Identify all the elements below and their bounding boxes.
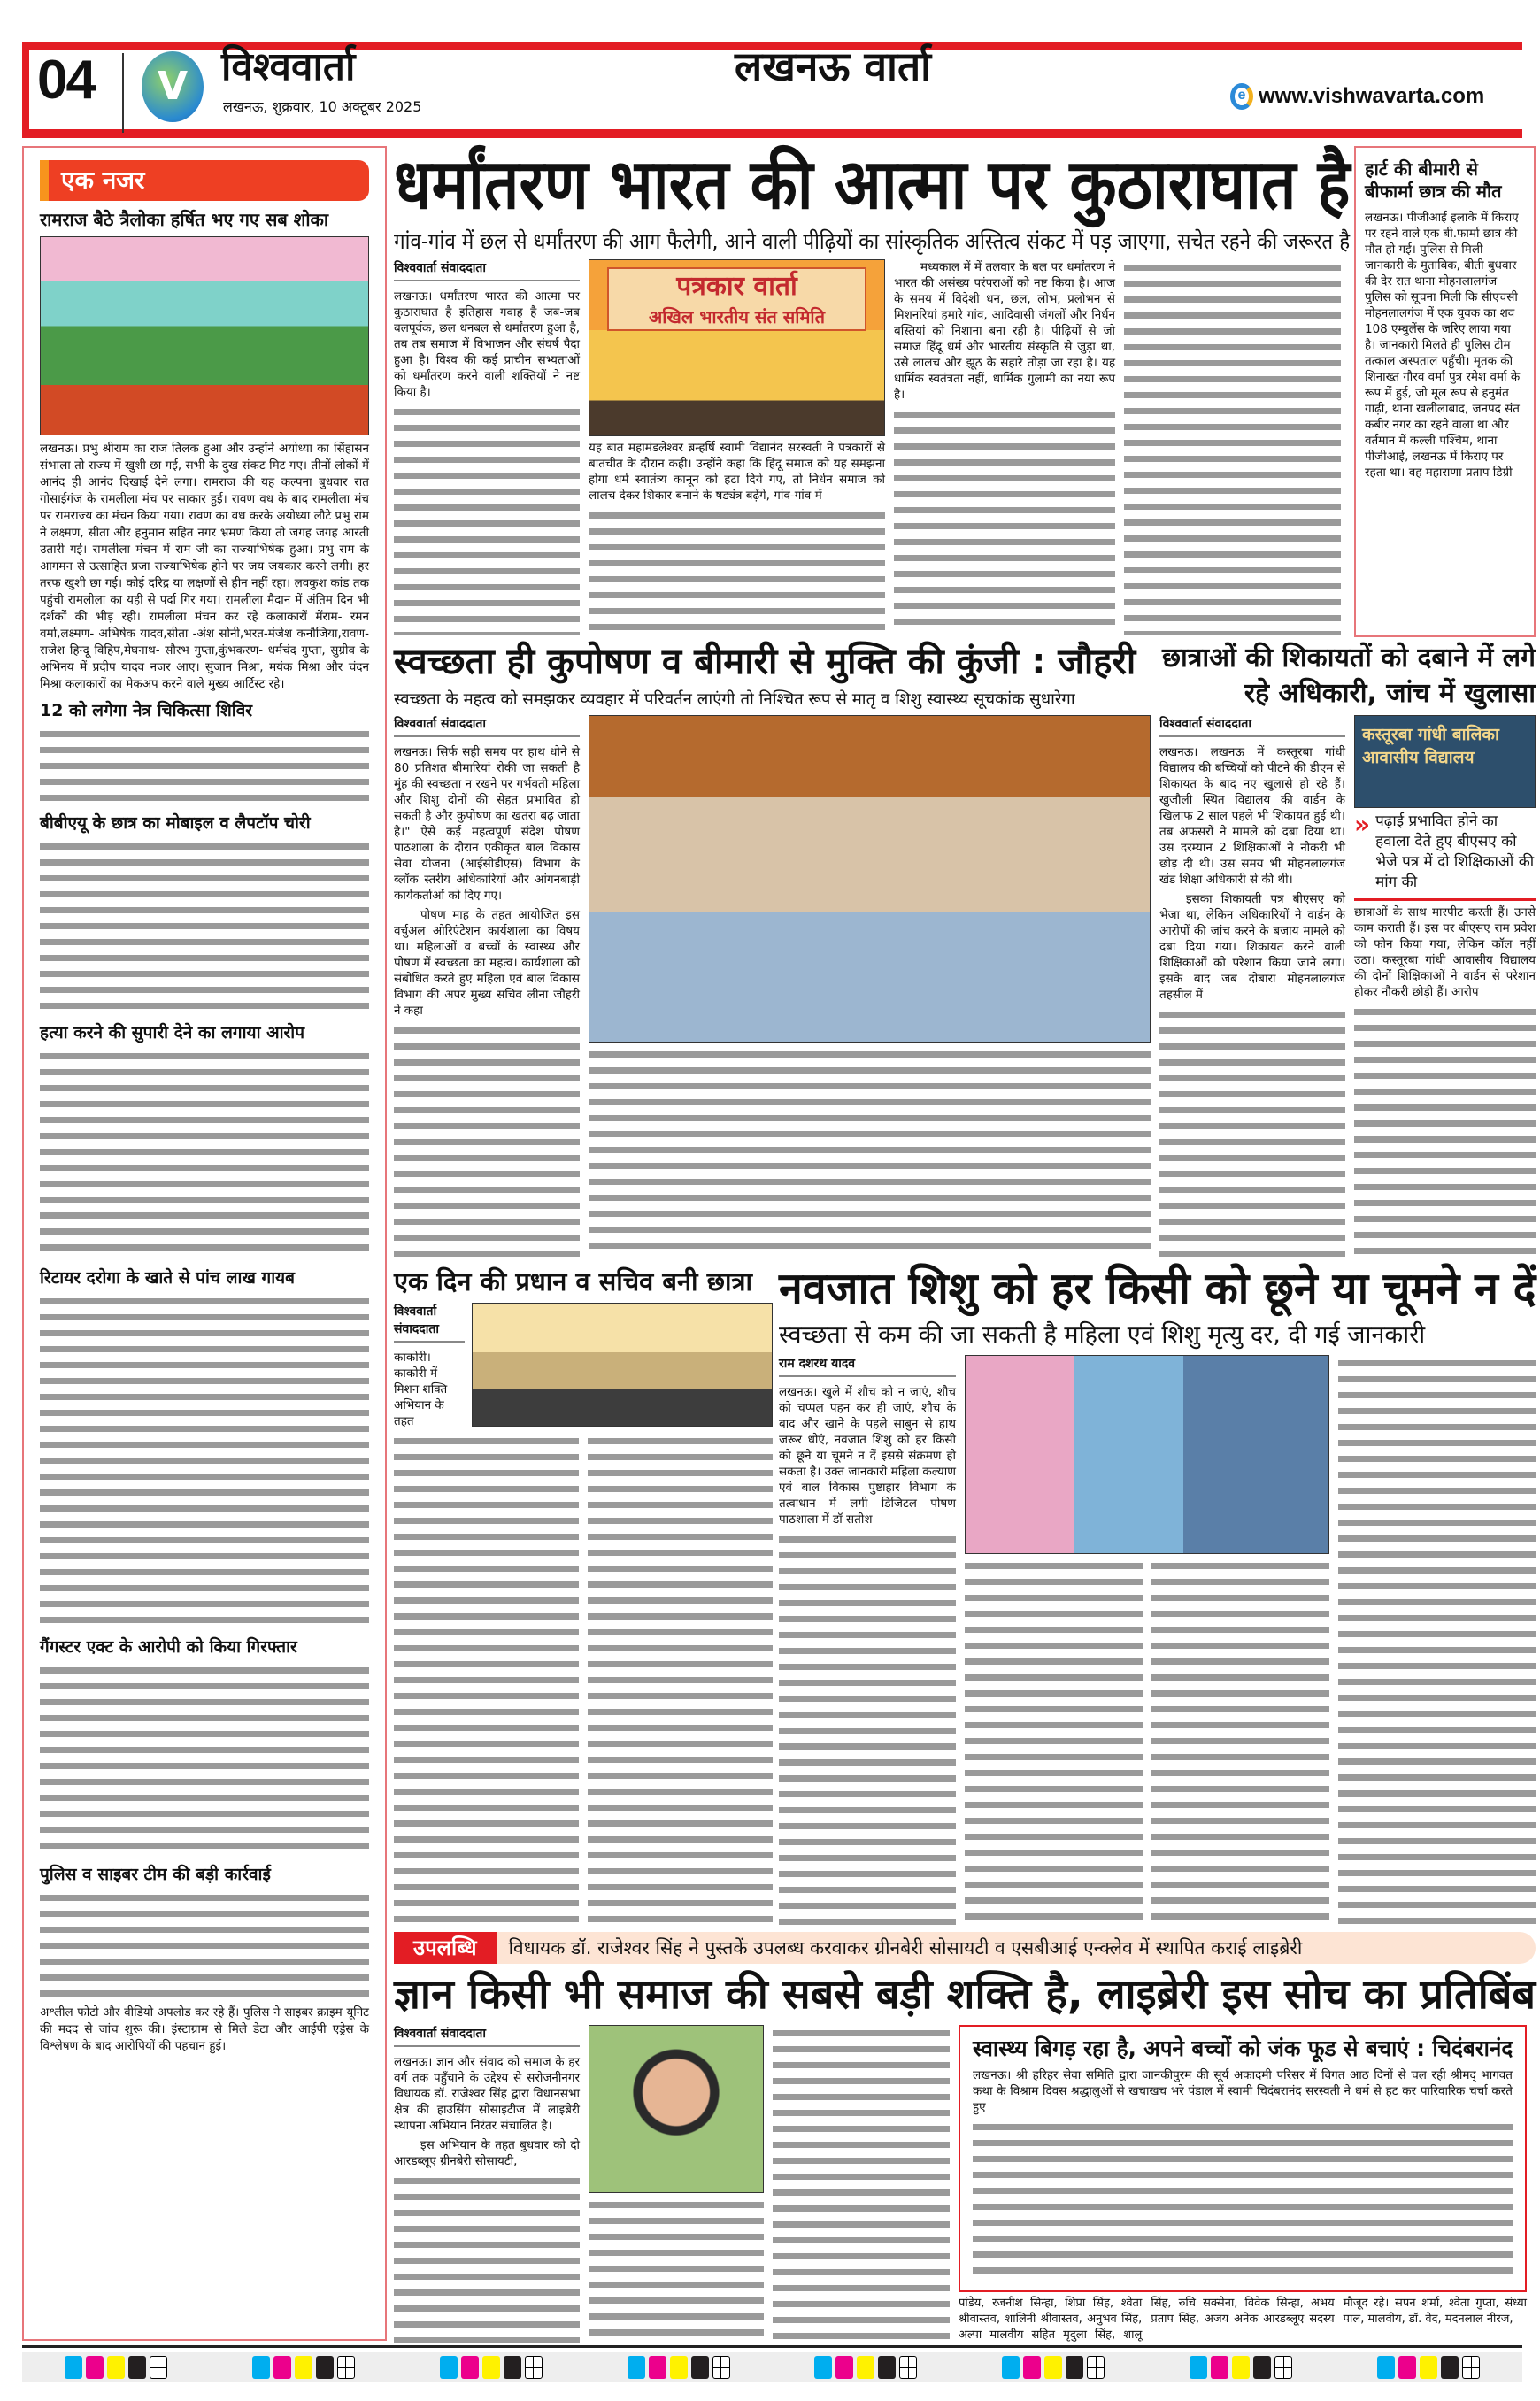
swachhta-headline: स्वच्छता ही कुपोषण व बीमारी से मुक्ति की कुंजी : जौहरी xyxy=(394,642,1136,682)
color-swatch xyxy=(504,2356,521,2379)
paper-logo: V xyxy=(142,51,204,122)
brief-headline: बीबीएयू के छात्र का मोबाइल व लैपटॉप चोरी xyxy=(40,813,311,833)
color-swatch xyxy=(128,2356,146,2379)
section-title: लखनऊ वार्ता xyxy=(735,42,932,90)
brief-text xyxy=(40,1662,369,1857)
workshop-photo xyxy=(589,715,1151,1043)
color-swatch xyxy=(1002,2356,1020,2379)
registration-mark-icon xyxy=(1274,2356,1292,2379)
library-headline: ज्ञान किसी भी समाज की सबसे बड़ी शक्ति है, लाइब्रेरी इस सोच का प्रतिबिंब xyxy=(394,1970,1536,2019)
registration-mark-icon xyxy=(899,2356,917,2379)
library-text xyxy=(394,2173,580,2343)
color-swatch xyxy=(316,2356,334,2379)
chidambaranand-text: लखनऊ। श्री हरिहर सेवा समिति द्वारा जानकीपुरम की सूर्य अकादमी परिसर में विगत आठ दिनों से चल रही श्रीमद् भागवत कथा के विश्राम दिवस श्रद्धालुओं से खचाखच भरे पंडाल में स्वामी चिदंबरानंद सरस्वती ने धर्म से हट कर पारिवारिक चर्चा करते हुए xyxy=(973,2068,1513,2114)
color-swatch-group xyxy=(440,2356,543,2379)
kasturba-text xyxy=(1354,1004,1536,1257)
swachhta-text: लखनऊ। सिर्फ सही समय पर हाथ धोने से 80 प्रतिशत बीमारियां रोकी जा सकती है मुंह की स्वच्छता न रखने पर गर्भवती महिला और शिशु दोनों की सेहत प्रभावित हो सकती है और कुपोषण का खतरा बढ़ जाता है।" ऐसे कई महत्वपूर्ण संदेश पोषण पाठशाला के दौरान एकीकृत बाल विकास सेवा योजना (आईसीडीएस) विभाग के ब्लॉक स्तरीय अधिकारियों और आंगनबाड़ी कार्यकर्ताओं को दिए गए। xyxy=(394,745,580,903)
kasturba-text: इसका शिकायती पत्र बीएसए को भेजा था, लेकिन अधिकारियों ने वार्डन के आरोपों की जांच करने के बजाय मामले को दबा दिया गया। शिकायत करने वाली शिक्षिकाओं को परेशान किया जाने लगा। इसके बाद जब दोबारा मोहनलालगंज तहसील में xyxy=(1159,892,1345,1002)
byline: विश्ववार्ता संवाददाता xyxy=(394,259,580,281)
lead-headline: धर्मांतरण भारत की आत्मा पर कुठाराघात है xyxy=(394,145,1351,225)
pradhan-story xyxy=(394,1264,773,1925)
lead-story xyxy=(394,146,1350,635)
kasturba-col-2 xyxy=(1354,715,1536,1257)
lead-text xyxy=(894,406,1115,635)
browser-icon: e xyxy=(1230,83,1253,110)
byline: विश्ववार्ता संवाददाता xyxy=(1159,715,1345,737)
pradhan-text: काकोरी। काकोरी में मिशन शक्ति अभियान के तहत xyxy=(394,1351,448,1428)
lead-col-3 xyxy=(894,259,1115,635)
footer-rule xyxy=(22,2345,1522,2348)
dateline: लखनऊ, शुक्रवार, 10 अक्टूबर 2025 xyxy=(223,98,422,115)
print-color-bar xyxy=(22,2352,1522,2382)
color-swatch xyxy=(857,2356,874,2379)
navjat-col-3 xyxy=(1338,1355,1536,1925)
color-swatch-group xyxy=(814,2356,917,2379)
lead-text: लखनऊ। धर्मांतरण भारत की आत्मा पर कुठाराघात है इतिहास गवाह है जब-जब बलपूर्वक, छल धनबल से धर्मांतरण हुआ है, तब तब समाज में विभाजन और संघर्ष पैदा हुआ है। विश्व की कई प्राचीन सभ्यताओं को धर्मांतरण करने वाली शक्तियों ने नष्ट किया है। xyxy=(394,289,580,399)
color-swatch xyxy=(670,2356,688,2379)
mla-portrait-photo xyxy=(589,2025,764,2193)
brief-text xyxy=(40,726,369,805)
byline: विश्ववार्ता संवाददाता xyxy=(394,1303,465,1343)
color-swatch xyxy=(1023,2356,1041,2379)
kasturba-story xyxy=(1159,641,1536,1257)
swachhta-text: पोषण माह के तहत आयोजित इस वर्चुअल ओरिएंटेशन कार्यशाला का विषय था। महिलाओं व बच्चों के स्वास्थ्य और पोषण में स्वच्छता का महत्व। कार्यशाला को संबोधित करते हुए महिला एवं बाल विकास विभाग की अपर मुख्य सचिव लीना जौहरी ने कहा xyxy=(394,908,580,1018)
color-swatch xyxy=(628,2356,645,2379)
ek-nazar-tag: एक नजर xyxy=(40,160,369,201)
registration-mark-icon xyxy=(712,2356,730,2379)
color-swatch xyxy=(835,2356,853,2379)
website-url[interactable]: www.vishwavarta.com xyxy=(1259,84,1485,108)
color-swatch-group xyxy=(65,2356,167,2379)
paper-name: विश्ववार्ता xyxy=(221,44,356,89)
navjat-text xyxy=(1338,1355,1536,1925)
chidambaranand-headline: स्वास्थ्य बिगड़ रहा है, अपने बच्चों को जंक फूड से बचाएं : चिदंबरानंद xyxy=(973,2035,1513,2061)
right-brief xyxy=(1354,146,1536,637)
brief-text xyxy=(40,1293,369,1629)
page-number: 04 xyxy=(37,50,95,111)
women-group-photo xyxy=(965,1355,1329,1554)
registration-mark-icon xyxy=(1087,2356,1105,2379)
navjat-headline: नवजात शिशु को हर किसी को छूने या चूमने न दें xyxy=(779,1263,1536,1314)
navjat-text xyxy=(1151,1558,1329,1925)
library-text xyxy=(773,2025,950,2343)
color-swatch xyxy=(65,2356,82,2379)
kasturba-text: छात्राओं के साथ मारपीट करती हैं। उनसे काम कराती हैं। इस पर बीएसए राम प्रवेश को फोन किया गया, लेकिन कॉल नहीं उठा। कस्तूरबा गांधी आवासीय विद्यालय की दोनों शिक्षिकाओं ने वार्डन से परेशान होकर नौकरी छोड़ी हैं। आरोप xyxy=(1354,905,1536,999)
brief-headline: पुलिस व साइबर टीम की बड़ी कार्रवाई xyxy=(40,1865,271,1884)
ramleela-photo xyxy=(40,236,369,435)
color-swatch xyxy=(878,2356,896,2379)
brief-text: लखनऊ। पीजीआई इलाके में किराए पर रहने वाले एक बी.फार्मा छात्र की मौत हो गई। पुलिस से मिली जानकारी के मुताबिक, बीती बुधवार की देर रात थाना मोहनलालगंज पुलिस को सूचना मिली कि सीएचसी मोहनलालगंज में एक युवक का शव 108 एम्बुलेंस के जरिए लाया गया है। जानकारी मिलते ही पुलिस टीम तत्काल अस्पताल पहुँची। मृतक की शिनाख्त गौरव वर्मा पुत्र रमेश वर्मा के रूप में हुई, जो मूल रूप से हनुमंत गाढ़ी, थाना खलीलाबाद, जनपद संत कबीर नगर का रहने वाला था और वर्तमान में कल्ली पश्चिम, थाना पीजीआई, लखनऊ में किराए पर रहता था। वह महाराणा प्रताप डिग्री xyxy=(1365,211,1521,480)
lead-text xyxy=(394,404,580,635)
color-swatch-group xyxy=(1190,2356,1292,2379)
pradhan-col-1 xyxy=(394,1303,465,1429)
byline: विश्ववार्ता संवाददाता xyxy=(394,715,580,737)
pradhan-text xyxy=(394,1433,579,1925)
color-swatch xyxy=(273,2356,291,2379)
library-story xyxy=(394,1968,1536,2343)
lead-col-1 xyxy=(394,259,580,635)
registration-mark-icon xyxy=(337,2356,355,2379)
registration-mark-icon xyxy=(1462,2356,1480,2379)
lead-text: मध्यकाल में में तलवार के बल पर धर्मांतरण ने भारत की असंख्य परंपराओं को नष्ट किया है। आज के समय में विदेशी धन, छल, लोभ, प्रलोभन से मिशनरियां हमारे गांव, आदिवासी जंगलों और निर्धन बस्तियां को निशाना बना रही है। पीढ़ियों से जो समाज हिंदू धर्म और भारतीय संस्कृति से जुड़ा था, उसे लालच और झूठ के सहारे तोड़ा जा रहा है। यह धार्मिक स्वतंत्रता नहीं, धार्मिक गुलामी का नया रूप है। xyxy=(894,260,1115,402)
chidambaranand-box xyxy=(959,2025,1527,2292)
chidambaranand-text xyxy=(973,2119,1513,2283)
brief-text xyxy=(40,1048,369,1260)
color-swatch xyxy=(107,2356,125,2379)
registration-mark-icon xyxy=(150,2356,167,2379)
swachhta-story xyxy=(394,639,1151,1257)
banner-text: विधायक डॉ. राजेश्वर सिंह ने पुस्तकें उपलब्ध करवाकर ग्रीनबेरी सोसायटी व एसबीआई एन्क्लेव में स्थापित कराई लाइब्रेरी xyxy=(508,1937,1303,1959)
kasturba-col-1 xyxy=(1159,715,1345,1257)
photo-banner: पत्रकार वार्ता अखिल भारतीय संत समिति xyxy=(607,267,866,331)
library-text: लखनऊ। ज्ञान और संवाद को समाज के हर वर्ग तक पहुँचाने के उद्देश्य से सरोजनीनगर विधायक डॉ. राजेश्वर सिंह द्वारा विधानसभा क्षेत्र की हाउसिंग सोसाइटीज में लाइब्रेरी स्थापना अभियान निरंतर संचालित है। xyxy=(394,2055,580,2133)
color-swatch xyxy=(461,2356,479,2379)
color-swatch-group xyxy=(628,2356,730,2379)
brief-headline: रिटायर दरोगा के खाते से पांच लाख गायब xyxy=(40,1268,296,1288)
color-swatch xyxy=(295,2356,312,2379)
pradhan-headline: एक दिन की प्रधान व सचिव बनी छात्रा xyxy=(394,1266,753,1297)
press-conference-photo xyxy=(589,259,885,436)
color-swatch xyxy=(86,2356,104,2379)
banner-tag: उपलब्धि xyxy=(394,1932,497,1964)
library-col-4 xyxy=(959,2025,1527,2343)
navjat-text xyxy=(965,1558,1143,1925)
kasturba-text xyxy=(1159,1006,1345,1257)
color-swatch xyxy=(1420,2356,1437,2379)
pull-quote: » पढ़ाई प्रभावित होने का हवाला देते हुए बीएसए को भेजे पत्र में दो शिक्षिकाओं की मांग की xyxy=(1354,812,1536,901)
brief-headline: 12 को लगेगा नेत्र चिकित्सा शिविर xyxy=(40,701,253,720)
swachhta-col-2 xyxy=(589,715,1151,1257)
color-swatch xyxy=(691,2356,709,2379)
color-swatch xyxy=(1441,2356,1459,2379)
library-col-1 xyxy=(394,2025,580,2343)
color-swatch xyxy=(1377,2356,1395,2379)
brief-text: अश्लील फोटो और वीडियो अपलोड कर रहे हैं। पुलिस ने साइबर क्राइम यूनिट की मदद से जांच शुरू की। इंस्टाग्राम से मिले डेटा और आईपी एड्रेस के विश्लेषण के बाद आरोपियों की पहचान हुई। xyxy=(40,2005,369,2053)
lead-text: यह बात महामंडलेश्वर ब्रम्हर्षि स्वामी विद्यानंद सरस्वती ने पत्रकारों से बातचीत के दौरान कही। उन्होंने कहा कि हिंदू समाज को यह समझना होगा धर्म स्वातंत्र्य कानून को हटा दिये गए, तो निर्धन समाज को लालच देकर शिकार बनाने के षड्यंत्र बढ़ेंगे, गांव-गांव में xyxy=(589,441,885,503)
color-swatch xyxy=(440,2356,458,2379)
ek-nazar-column xyxy=(22,146,387,2341)
brief-headline: गैंगस्टर एक्ट के आरोपी को किया गिरफ्तार xyxy=(40,1637,297,1657)
swachhta-subhead: स्वच्छता के महत्व को समझकर व्यवहार में परिवर्तन लाएंगी तो निश्चित रूप से मातृ व शिशु स्वास्थ्य सूचकांक सुधारेगा xyxy=(394,690,1075,709)
website[interactable] xyxy=(1230,81,1484,112)
color-swatch-group xyxy=(252,2356,355,2379)
brief-text xyxy=(40,838,369,1015)
lead-subhead: गांव-गांव में छल से धर्मांतरण की आग फैलेगी, आने वाली पीढ़ियों का सांस्कृतिक अस्तित्व संकट में पड़ जाएगा, सचेत रहने की जरूरत है xyxy=(394,228,1351,254)
color-swatch xyxy=(814,2356,832,2379)
color-swatch xyxy=(1211,2356,1228,2379)
color-swatch-group xyxy=(1002,2356,1105,2379)
byline: राम दशरथ यादव xyxy=(779,1355,956,1377)
double-chevron-icon: » xyxy=(1354,810,1371,839)
swachhta-col-1 xyxy=(394,715,580,1257)
color-swatch xyxy=(1232,2356,1250,2379)
color-swatch xyxy=(252,2356,270,2379)
brief-text: लखनऊ। प्रभु श्रीराम का राज तिलक हुआ और उन्होंने अयोध्या का सिंहासन संभाला तो राज्य में खुशी छा गई, सभी के दुख संकट मिट गए। तीनों लोकों में आनंद ही आनंद दिखाई देने लगा। रामराज की यह कल्पना बुधवार रात गोसाईगंज के रामलीला मंच पर साकार हुई। रावण वध के बाद रामलीला मंच पर रामराज्य का मंचन किया गया। रावण का वध करके अयोध्या लौटे प्रभु राम ने लक्ष्मण, सीता और हनुमान सहित नगर भ्रमण किया तो जगह जगह आरती उतारी गई। रामलीला मंचन में राम जी का राज्याभिषेक हुआ। प्रभु राम के आगमन से उत्साहित प्रजा राज्याभिषेक होने पर जय जयकार करने लगी। हर तरफ खुशी छा गई। कोई दरिद्र या लक्षणों से हीन नहीं रहा। लवकुश कांड तक पहुंची रामलीला का यही से पर्दा गिर गया। रामलीला मैदान में अंतिम दिन भी दर्शकों की भीड़ रही। रामलीला मंचन कर रहे कलाकारों मेंराम- रमन वर्मा,लक्ष्मण- अभिषेक यादव,सीता -अंश सोनी,भरत-मंजेश कनौजिया,रावण- राजेश हिन्दू विहिप,मेघनाथ- सौरभ गुप्ता,कुंभकरण- धर्मचंद गुप्ता, सुग्रीव के अभिनय में प्रदीप यादव नजर आए। सुजान मिश्रा, मयंक मिश्रा और चंदन मिश्रा कलाकारों का मेकअप करने वाले मुख्य आर्टिस्ट रहे। xyxy=(40,442,369,691)
swachhta-text xyxy=(589,1046,1151,1257)
officials-photo xyxy=(472,1303,773,1427)
library-col-2 xyxy=(589,2025,764,2343)
color-swatch xyxy=(1253,2356,1271,2379)
kasturba-headline: छात्राओं की शिकायतों को दबाने में लगे रहे अधिकारी, जांच में खुलासा xyxy=(1162,643,1536,709)
lead-text xyxy=(589,507,885,635)
navjat-story xyxy=(779,1261,1536,1925)
navjat-col-1 xyxy=(779,1355,956,1925)
byline: विश्ववार्ता संवाददाता xyxy=(394,2025,580,2047)
lead-col-2 xyxy=(589,259,885,635)
color-swatch xyxy=(1066,2356,1083,2379)
library-text xyxy=(589,2197,764,2343)
navjat-text: लखनऊ। खुले में शौच को न जाएं, शौच को चप्पल पहन कर ही जाएं, शौच के बाद और खाने के पहले साबुन से हाथ जरूर धोएं, नवजात शिशु को हर किसी को छूने या चूमने न दें इससे संक्रमण हो सकता है। उक्त जानकारी महिला कल्याण एवं बाल विकास पुष्टाहार विभाग के तत्वाधान में लगी डिजिटल पोषण पाठशाला में डॉ सतीश xyxy=(779,1385,956,1527)
registration-mark-icon xyxy=(525,2356,543,2379)
brief-headline: हत्या करने की सुपारी देने का लगाया आरोप xyxy=(40,1023,305,1043)
color-swatch xyxy=(1398,2356,1416,2379)
kasturba-text: लखनऊ। लखनऊ में कस्तूरबा गांधी विद्यालय की बच्चियों को पीटने की डीएम से शिकायत के बाद नए खुलासे हो रहे हैं। खुजौली स्थित विद्यालय की वार्डन के खिलाफ 2 साल पहले भी शिकायत हुई थी। तब अफसरों ने मामले को दबा दिया था। उस दरम्यान 2 शिक्षिकाओं ने नौकरी भी छोड़ दी थी। उस समय भी मोहनलालगंज खंड शिक्षा अधिकारी से की थी। xyxy=(1159,745,1345,887)
color-swatch xyxy=(649,2356,666,2379)
masthead-divider xyxy=(122,53,124,133)
lead-text xyxy=(1124,259,1341,635)
brief-text xyxy=(40,1889,369,2005)
navjat-text xyxy=(779,1531,956,1925)
attendee-names: पांडेय, रजनीश सिन्हा, शिप्रा सिंह, श्वेता श्रीवास्तव, शालिनी श्रीवास्तव, अनुभव सिंह, अल्पा मालवीय सहित मृदुला सिंह, शालू सिंह, रुचि सक्सेना, विवेक सिन्हा, अभय प्रताप सिंह, अजय अनेक आरडब्लूए सदस्य मौजूद रहे। सपन शर्मा, श्वेता गुप्ता, संध्या पाल, मालवीय, डॉ. वेद, मदनलाल नीरज, xyxy=(959,2297,1527,2342)
lead-col-4 xyxy=(1124,259,1341,635)
school-sign-photo: कस्तूरबा गांधी बालिका आवासीय विद्यालय xyxy=(1354,715,1536,808)
color-swatch xyxy=(482,2356,500,2379)
library-text: इस अभियान के तहत बुधवार को दो आरडब्लूए ग्रीनबेरी सोसायटी, xyxy=(394,2138,580,2168)
color-swatch xyxy=(1044,2356,1062,2379)
navjat-subhead: स्वच्छता से कम की जा सकती है महिला एवं शिशु मृत्यु दर, दी गई जानकारी xyxy=(779,1321,1426,1349)
brief-headline: रामराज बैठे त्रैलोका हर्षित भए गए सब शोका xyxy=(40,209,329,230)
navjat-col-2 xyxy=(965,1355,1329,1925)
brief-headline: हार्ट की बीमारी से बीफार्मा छात्र की मौत xyxy=(1365,158,1502,202)
pradhan-text xyxy=(588,1433,773,1925)
color-swatch-group xyxy=(1377,2356,1480,2379)
library-col-3 xyxy=(773,2025,950,2343)
swachhta-text xyxy=(394,1022,580,1257)
achievement-banner xyxy=(394,1932,1536,1964)
color-swatch xyxy=(1190,2356,1207,2379)
